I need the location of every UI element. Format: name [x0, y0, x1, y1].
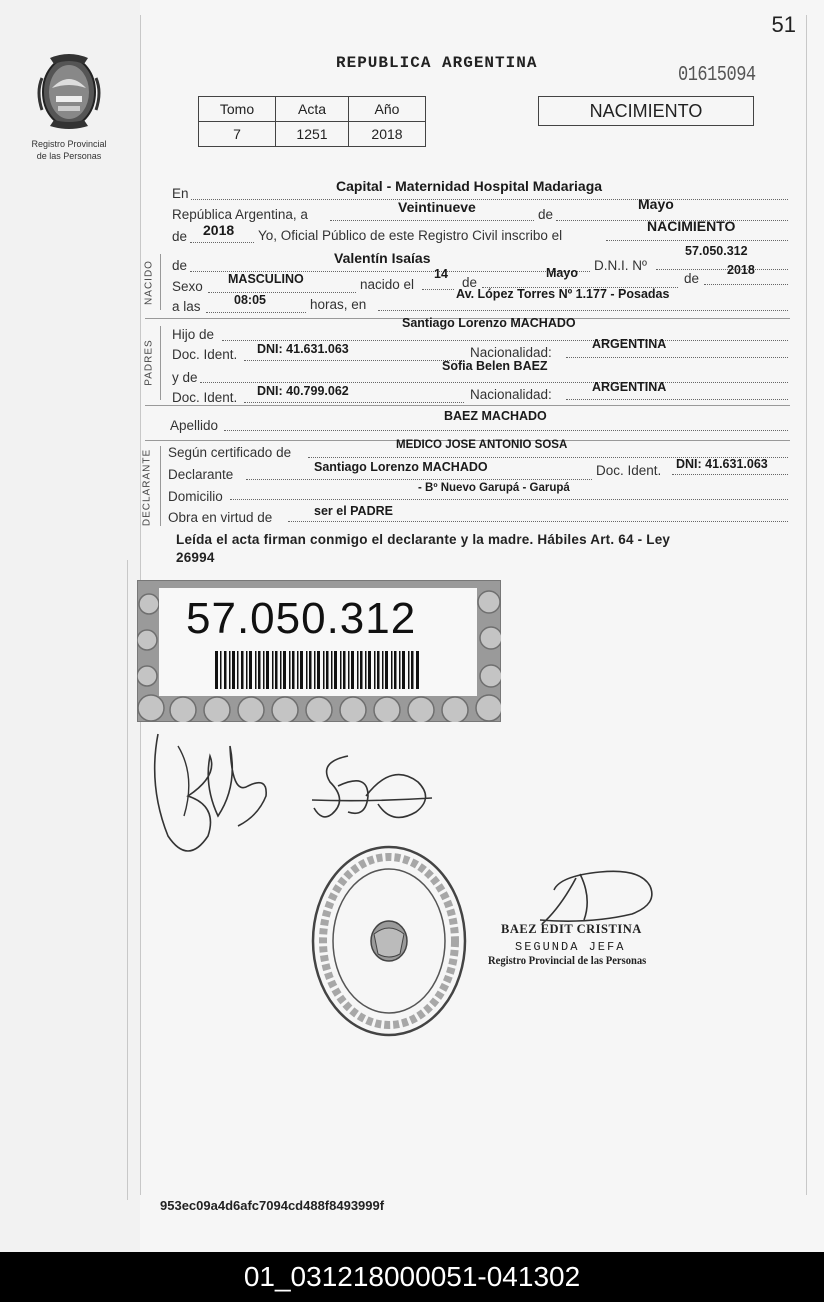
dotted-line [606, 240, 788, 241]
registry-table [198, 96, 426, 147]
mother-signature [308, 752, 438, 832]
birth-year: 2018 [727, 263, 755, 277]
document-hash: 953ec09a4d6afc7094cd488f8493999f [160, 1198, 385, 1213]
section-divider [145, 405, 790, 406]
declarant-capacity: ser el PADRE [314, 504, 393, 518]
closing-statement [176, 531, 776, 567]
section-label-nacido: NACIDO [143, 260, 155, 305]
declarant-label: Declarante [168, 467, 234, 482]
father-nationality: ARGENTINA [592, 337, 667, 351]
section-label-declarante: DECLARANTE [141, 448, 153, 527]
mother-nationality-label: Nacionalidad: [470, 387, 552, 402]
declarant-doc: DNI: 41.631.063 [676, 457, 768, 471]
intro-year: 2018 [203, 222, 235, 238]
certificate-label: Según certificado de [168, 445, 292, 460]
registry-header-row [199, 97, 426, 122]
father-name: Santiago Lorenzo MACHADO [402, 316, 576, 330]
registry-header-tomo: Tomo [199, 97, 276, 122]
intro-place: Capital - Maternidad Hospital Madariaga [336, 178, 603, 194]
page-number: 51 [771, 12, 796, 37]
year-prefix-label: de [172, 229, 188, 244]
barcode-icon [215, 651, 420, 689]
registry-header-ano: Año [349, 97, 426, 122]
seal-caption-line1: Registro Provincial [31, 139, 107, 149]
surname-label: Apellido [170, 418, 219, 433]
dni-stamp-number: 57.050.312 [186, 594, 417, 643]
left-margin [0, 0, 140, 1252]
born-de-label-3: de [684, 271, 700, 286]
dotted-line [422, 289, 454, 290]
dotted-line [230, 499, 788, 500]
republic-label: República Argentina, a [172, 207, 308, 222]
registry-value-row [199, 122, 426, 147]
child-name: Valentín Isaías [334, 250, 431, 266]
registry-value-tomo: 7 [199, 122, 276, 147]
child-dni: 57.050.312 [685, 244, 748, 258]
section-bar [160, 446, 161, 526]
country-title: REPUBLICA ARGENTINA [336, 54, 538, 72]
intro-day: Veintinueve [398, 199, 476, 215]
mother-doc-label: Doc. Ident. [172, 390, 238, 405]
birth-month: Mayo [546, 266, 578, 280]
dotted-line [566, 357, 788, 358]
footer-document-id: 01_031218000051-041302 [0, 1252, 824, 1302]
dotted-line [672, 474, 788, 475]
officer-text: Yo, Oficial Público de este Registro Civil inscribo el [258, 228, 563, 243]
dotted-line [244, 402, 464, 403]
declarant-name: Santiago Lorenzo MACHADO [314, 460, 488, 474]
intro-month: Mayo [638, 196, 674, 212]
dotted-line [208, 292, 356, 293]
registry-value-ano: 2018 [349, 122, 426, 147]
dotted-line [566, 399, 788, 400]
born-de-label: de [172, 258, 188, 273]
official-title: SEGUNDA JEFA [515, 940, 626, 954]
official-registry: Registro Provincial de las Personas [488, 955, 647, 967]
time-label: a las [172, 299, 201, 314]
place-label: horas, en [310, 297, 367, 312]
dotted-line [224, 430, 788, 431]
section-bar [160, 254, 161, 310]
section-label-padres: PADRES [143, 339, 155, 386]
father-doc-label: Doc. Ident. [172, 347, 238, 362]
seal-caption-line2: de las Personas [36, 151, 102, 161]
dotted-line [190, 242, 254, 243]
capacity-label: Obra en virtud de [168, 510, 273, 525]
official-name: BAEZ EDIT CRISTINA [501, 922, 642, 936]
declarant-address: - Bº Nuevo Garupá - Garupá [418, 482, 570, 494]
provincial-seal-emblem-icon [28, 48, 110, 132]
birth-place: Av. López Torres Nº 1.177 - Posadas [456, 287, 670, 301]
declarant-signature [148, 726, 278, 860]
section-bar [160, 326, 161, 400]
en-label: En [172, 186, 189, 201]
born-de-label-2: de [462, 275, 478, 290]
right-border-line [806, 15, 807, 1195]
birth-time: 08:05 [234, 293, 266, 307]
dotted-line [244, 360, 464, 361]
dotted-line [222, 340, 788, 341]
born-label: nacido el [360, 277, 415, 292]
intro-event: NACIMIENTO [647, 218, 736, 234]
de-label: de [538, 207, 554, 222]
record-type-box: NACIMIENTO [538, 96, 754, 126]
provincial-seal [28, 48, 110, 161]
birth-day: 14 [434, 267, 448, 281]
dotted-line [288, 521, 788, 522]
fold-line [127, 560, 128, 1200]
closing-statement-line2: 26994 [176, 550, 215, 565]
dotted-line [206, 312, 306, 313]
sex-label: Sexo [172, 279, 203, 294]
dotted-line [656, 269, 788, 270]
father-doc: DNI: 41.631.063 [257, 342, 349, 356]
dotted-line [378, 310, 788, 311]
ministry-seal [308, 842, 470, 1040]
surname-value: BAEZ MACHADO [444, 409, 547, 423]
registry-value-acta: 1251 [276, 122, 349, 147]
registry-header-acta: Acta [276, 97, 349, 122]
address-label: Domicilio [168, 489, 223, 504]
dotted-line [191, 199, 788, 200]
declarant-doc-label: Doc. Ident. [596, 463, 662, 478]
mother-nationality: ARGENTINA [592, 380, 667, 394]
mother-doc: DNI: 40.799.062 [257, 384, 349, 398]
dotted-line [246, 479, 592, 480]
child-sex: MASCULINO [228, 272, 304, 286]
child-of-label: Hijo de [172, 327, 215, 342]
certificate-value: MEDICO JOSE ANTONIO SOSA [396, 439, 568, 451]
father-nationality-label: Nacionalidad: [470, 345, 552, 360]
dotted-line [330, 220, 534, 221]
dotted-line [704, 284, 788, 285]
serial-number: 01615094 [678, 63, 756, 88]
dni-label: D.N.I. Nº [594, 258, 647, 273]
dotted-line [200, 382, 788, 383]
and-label: y de [172, 370, 198, 385]
closing-statement-line1: Leída el acta firman conmigo el declarante y la madre. Hábiles Art. 64 - Ley [176, 532, 671, 547]
mother-name: Sofia Belen BAEZ [442, 359, 548, 373]
